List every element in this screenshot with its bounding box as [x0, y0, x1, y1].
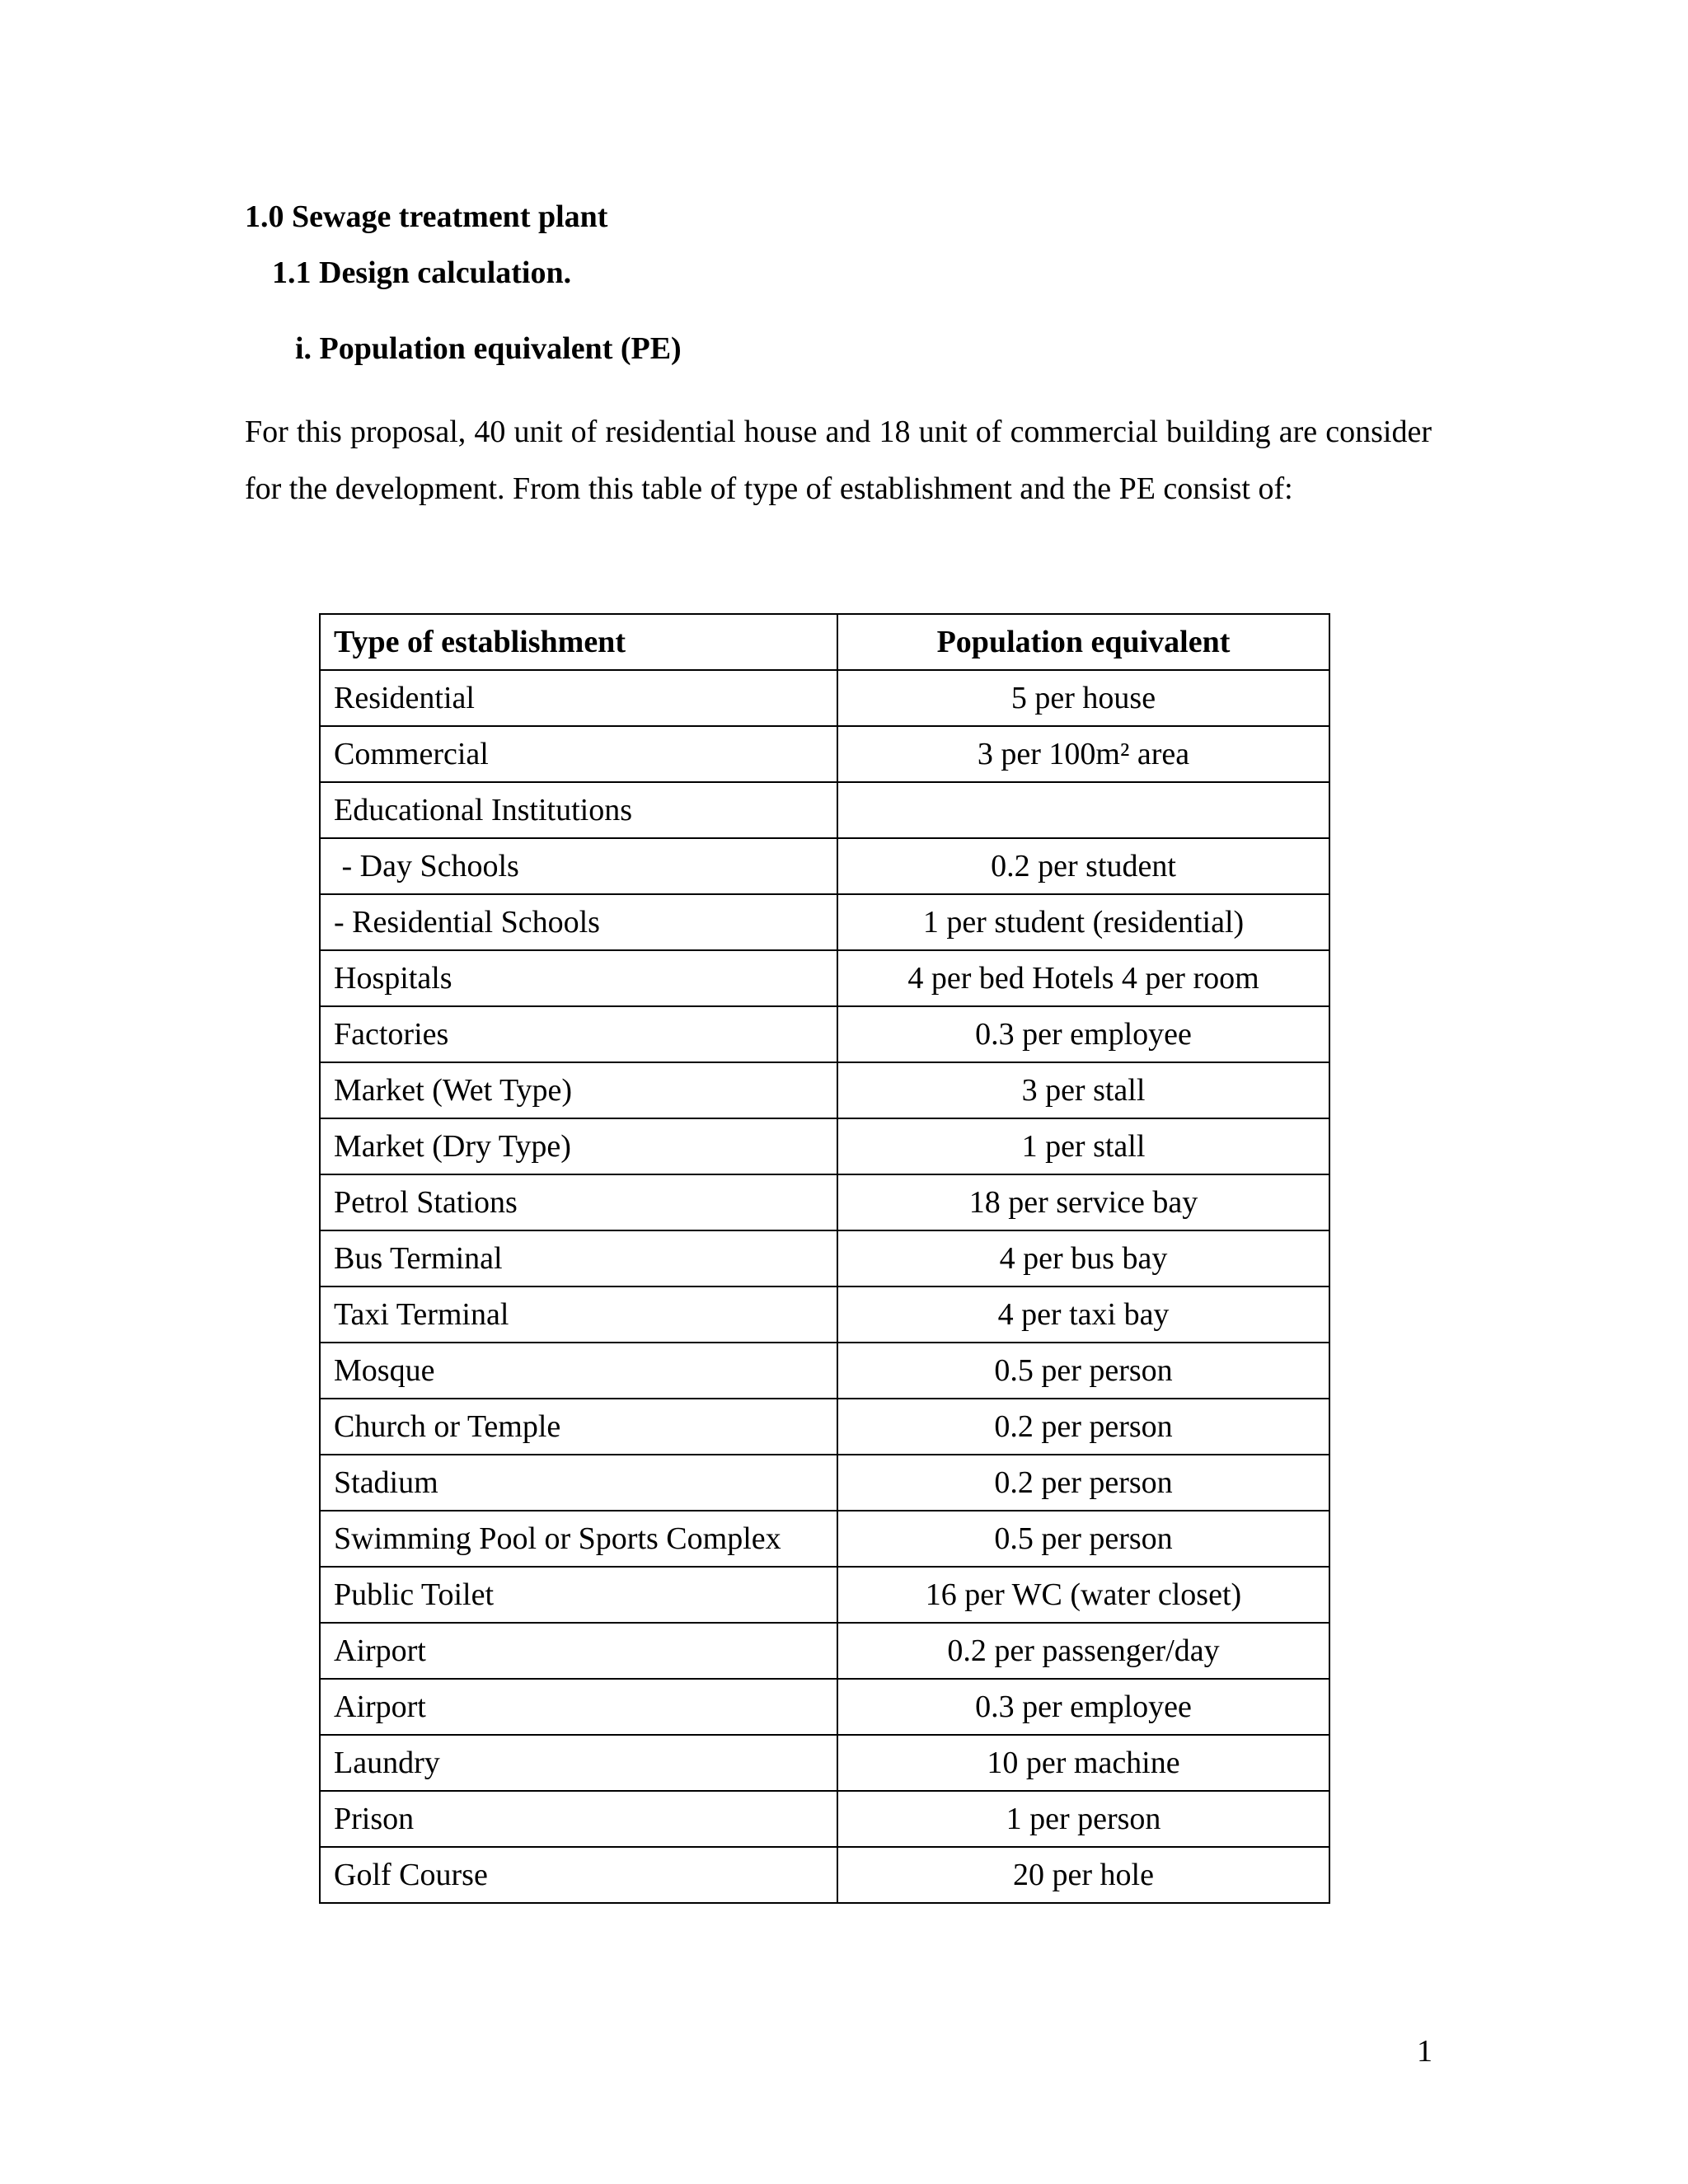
establishment-type-cell: Residential [320, 670, 837, 726]
table-header-row [320, 614, 1329, 670]
establishment-type-cell: Petrol Stations [320, 1174, 837, 1230]
population-equivalent-cell: 0.2 per person [837, 1455, 1329, 1511]
table-row [320, 782, 1329, 838]
establishment-type-cell: Golf Course [320, 1847, 837, 1903]
table-row [320, 1343, 1329, 1399]
table-body [320, 670, 1329, 1903]
table-row [320, 670, 1329, 726]
population-equivalent-cell: 5 per house [837, 670, 1329, 726]
establishment-type-cell: - Residential Schools [320, 894, 837, 950]
population-equivalent-table [319, 613, 1330, 1904]
table-row [320, 838, 1329, 894]
table-row [320, 1791, 1329, 1847]
population-equivalent-cell: 16 per WC (water closet) [837, 1567, 1329, 1623]
population-equivalent-cell: 3 per stall [837, 1062, 1329, 1118]
table-row [320, 1062, 1329, 1118]
subsection-heading: 1.1 Design calculation. [272, 255, 572, 290]
population-equivalent-cell: 0.3 per employee [837, 1006, 1329, 1062]
establishment-type-cell: Educational Institutions [320, 782, 837, 838]
subsubsection-heading: i. Population equivalent (PE) [295, 331, 682, 366]
establishment-type-cell: Market (Dry Type) [320, 1118, 837, 1174]
establishment-type-cell: Bus Terminal [320, 1230, 837, 1286]
population-equivalent-cell: 20 per hole [837, 1847, 1329, 1903]
establishment-type-cell: - Day Schools [320, 838, 837, 894]
population-equivalent-cell: 1 per stall [837, 1118, 1329, 1174]
header-type-of-establishment: Type of establishment [320, 614, 837, 670]
establishment-type-cell: Public Toilet [320, 1567, 837, 1623]
population-equivalent-cell: 0.2 per student [837, 838, 1329, 894]
table-row [320, 1118, 1329, 1174]
establishment-type-cell: Hospitals [320, 950, 837, 1006]
population-equivalent-cell: 4 per bus bay [837, 1230, 1329, 1286]
population-equivalent-cell: 1 per person [837, 1791, 1329, 1847]
establishment-type-cell: Commercial [320, 726, 837, 782]
section-heading: 1.0 Sewage treatment plant [245, 199, 608, 234]
population-equivalent-cell: 18 per service bay [837, 1174, 1329, 1230]
page-number: 1 [1417, 2034, 1432, 2069]
table-row [320, 1735, 1329, 1791]
table-row [320, 1567, 1329, 1623]
population-equivalent-cell: 10 per machine [837, 1735, 1329, 1791]
population-equivalent-cell: 0.2 per person [837, 1399, 1329, 1455]
table-row [320, 1511, 1329, 1567]
table-row [320, 1847, 1329, 1903]
table-row [320, 950, 1329, 1006]
table-row [320, 1623, 1329, 1679]
table-row [320, 1006, 1329, 1062]
population-equivalent-cell: 0.2 per passenger/day [837, 1623, 1329, 1679]
establishment-type-cell: Prison [320, 1791, 837, 1847]
table-row [320, 1230, 1329, 1286]
establishment-type-cell: Mosque [320, 1343, 837, 1399]
establishment-type-cell: Stadium [320, 1455, 837, 1511]
population-equivalent-cell: 4 per taxi bay [837, 1286, 1329, 1343]
population-equivalent-cell: 0.5 per person [837, 1511, 1329, 1567]
population-equivalent-cell [837, 782, 1329, 838]
population-equivalent-cell: 3 per 100m² area [837, 726, 1329, 782]
table-row [320, 894, 1329, 950]
establishment-type-cell: Laundry [320, 1735, 837, 1791]
establishment-type-cell: Airport [320, 1623, 837, 1679]
table-row [320, 1174, 1329, 1230]
population-equivalent-cell: 0.3 per employee [837, 1679, 1329, 1735]
table-row [320, 1455, 1329, 1511]
establishment-type-cell: Taxi Terminal [320, 1286, 837, 1343]
table-row [320, 726, 1329, 782]
establishment-type-cell: Swimming Pool or Sports Complex [320, 1511, 837, 1567]
intro-paragraph: For this proposal, 40 unit of residential house and 18 unit of commercial building are consider for the development. From this table of type of establishment and the PE consist of: [245, 415, 1432, 506]
establishment-type-cell: Factories [320, 1006, 837, 1062]
table-row [320, 1286, 1329, 1343]
establishment-type-cell: Church or Temple [320, 1399, 837, 1455]
population-equivalent-cell: 0.5 per person [837, 1343, 1329, 1399]
establishment-type-cell: Airport [320, 1679, 837, 1735]
population-equivalent-cell: 1 per student (residential) [837, 894, 1329, 950]
table-row [320, 1399, 1329, 1455]
establishment-type-cell: Market (Wet Type) [320, 1062, 837, 1118]
table-row [320, 1679, 1329, 1735]
population-equivalent-cell: 4 per bed Hotels 4 per room [837, 950, 1329, 1006]
header-population-equivalent: Population equivalent [837, 614, 1329, 670]
